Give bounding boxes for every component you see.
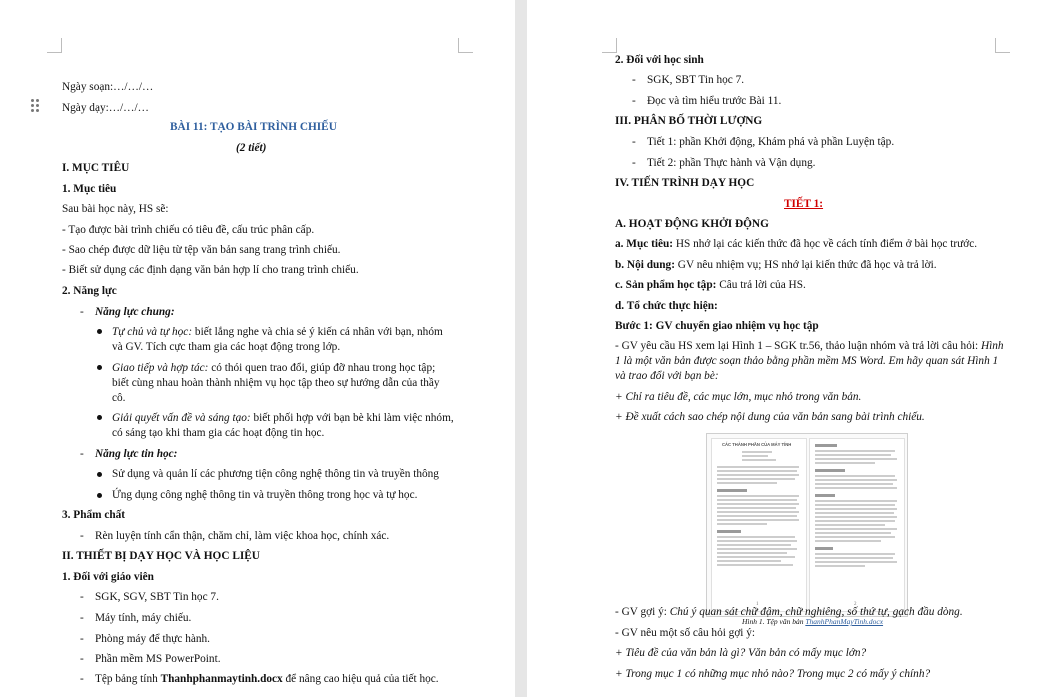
dash-bullet: - [80, 448, 84, 460]
it-competency-title: Năng lực tin học: [95, 448, 178, 460]
goals-intro: Sau bài học này, HS sẽ: [62, 203, 169, 215]
figure-page-2 [809, 438, 905, 612]
content-line: b. Nội dung: GV nêu nhiệm vụ; HS nhớ lại kiến thức đã học và trả lời. [615, 259, 937, 271]
competency-item-cont: có sáng tạo khi tham gia các hoạt động tin học. [112, 427, 325, 439]
heading-objectives: I. MỤC TIÊU [62, 162, 130, 174]
crop-mark [47, 38, 62, 53]
teacher-item: Phòng máy để thực hành. [95, 633, 210, 645]
figure-caption: Hình 1. Tệp văn bản ThanhPhanMayTinh.docx [742, 617, 884, 626]
hint-line: - GV gợi ý: Chú ý quan sát chữ đậm, chữ nghiêng, số thứ tự, gạch đầu dòng. [615, 606, 963, 618]
task-line: - GV yêu cầu HS xem lại Hình 1 – SGK tr.56, thảo luận nhóm và trả lời câu hỏi: Hình [615, 340, 1004, 352]
document-figure [706, 433, 908, 617]
heading-competency: 2. Năng lực [62, 285, 117, 297]
guiding-question: + Trong mục 1 có những mục nhỏ nào? Trong mục 2 có mấy ý chính? [615, 668, 931, 680]
time-item: Tiết 1: phần Khởi động, Khám phá và phần Luyện tập. [647, 136, 895, 148]
heading-qualities: 3. Phẩm chất [62, 509, 126, 521]
question-item: + Chỉ ra tiêu đề, các mục lớn, mục nhỏ trong văn bản. [615, 391, 862, 403]
heading-goals: 1. Mục tiêu [62, 183, 117, 195]
competency-item: Tự chủ và tự học: biết lắng nghe và chia sẻ ý kiến cá nhân với bạn, nhóm [112, 326, 443, 338]
qualities-item: Rèn luyện tính cẩn thận, chăm chỉ, làm việc khoa học, chính xác. [95, 530, 390, 542]
figure-page-1 [711, 438, 807, 612]
lesson-subtitle: (2 tiết) [236, 142, 267, 154]
guiding-questions-intro: - GV nêu một số câu hỏi gợi ý: [615, 627, 756, 639]
bullet-dot [97, 472, 102, 477]
dash-bullet: - [80, 653, 84, 665]
it-competency-item: Ứng dụng công nghệ thông tin và truyền thông trong học và tự học. [112, 489, 418, 501]
dash-bullet: - [80, 306, 84, 318]
crop-mark [458, 38, 473, 53]
bullet-dot [97, 329, 102, 334]
goal-item: - Sao chép được dữ liệu từ tệp văn bản sang trang trình chiếu. [62, 244, 341, 256]
crop-mark [995, 38, 1010, 53]
teacher-item: SGK, SGV, SBT Tin học 7. [95, 591, 219, 603]
heading-students: 2. Đối với học sinh [615, 54, 704, 66]
competency-item-cont: biết cùng nhau hoàn thành nhiệm vụ học tập theo sự hướng dẫn của thầy [112, 377, 440, 389]
period-label: TIẾT 1: [784, 198, 824, 210]
heading-equipment: II. THIẾT BỊ DẠY HỌC VÀ HỌC LIỆU [62, 550, 260, 562]
task-line-cont: và trao đổi với bạn bè: [615, 370, 719, 382]
figure-page-number: 2 [854, 602, 857, 607]
dash-bullet: - [80, 530, 84, 542]
figure-page-number: 1 [756, 602, 759, 607]
goal-item: - Tạo được bài trình chiếu có tiêu đề, cấu trúc phân cấp. [62, 224, 315, 236]
product-line: c. Sản phẩm học tập: Câu trả lời của HS. [615, 279, 806, 291]
dash-bullet: - [632, 136, 636, 148]
heading-process: IV. TIẾN TRÌNH DẠY HỌC [615, 177, 755, 189]
dash-bullet: - [80, 591, 84, 603]
teacher-item: Tệp bảng tính Thanhphanmaytinh.docx để nâng cao hiệu quả của tiết học. [95, 673, 439, 685]
student-item: SGK, SBT Tin học 7. [647, 74, 745, 86]
bullet-dot [97, 415, 102, 420]
dash-bullet: - [632, 95, 636, 107]
step1-heading: Bước 1: GV chuyển giao nhiệm vụ học tập [615, 320, 819, 332]
page-left [0, 0, 515, 697]
general-competency-title: Năng lực chung: [95, 306, 175, 318]
date-taught: Ngày dạy:…/…/… [62, 102, 149, 114]
figure-file-link[interactable]: ThanhPhanMayTinh.docx [805, 617, 884, 626]
heading-activity-a: A. HOẠT ĐỘNG KHỞI ĐỘNG [615, 218, 769, 230]
goal-item: - Biết sử dụng các định dạng văn bản hợp lí cho trang trình chiếu. [62, 264, 359, 276]
task-line-cont: 1 là một văn bản được soạn thảo bằng phần mềm MS Word. Em hãy quan sát Hình 1 [615, 355, 999, 367]
dash-bullet: - [632, 157, 636, 169]
objective-line: a. Mục tiêu: HS nhớ lại các kiến thức đã học về cách tính điểm ở bài học trước. [615, 238, 978, 250]
teacher-item: Phần mềm MS PowerPoint. [95, 653, 221, 665]
heading-teacher: 1. Đối với giáo viên [62, 571, 154, 583]
crop-mark [602, 38, 617, 53]
student-item: Đọc và tìm hiểu trước Bài 11. [647, 95, 782, 107]
question-item: + Đề xuất cách sao chép nội dung của văn bản sang bài trình chiếu. [615, 411, 925, 423]
date-prepared: Ngày soạn:…/…/… [62, 81, 154, 93]
competency-item: Giải quyết vấn đề và sáng tạo: biết phối hợp với bạn bè khi làm việc nhóm, [112, 412, 454, 424]
competency-item-cont: và GV. Tích cực tham gia các hoạt động trong lớp. [112, 341, 341, 353]
figure-title: CÁC THÀNH PHẦN CỦA MÁY TÍNH [722, 442, 792, 447]
drag-handle-icon[interactable] [31, 99, 39, 113]
bullet-dot [97, 365, 102, 370]
time-item: Tiết 2: phần Thực hành và Vận dụng. [647, 157, 816, 169]
competency-item: Giao tiếp và hợp tác: có thói quen trao đổi, giúp đỡ nhau trong học tập; [112, 362, 436, 374]
dash-bullet: - [80, 612, 84, 624]
bullet-dot [97, 493, 102, 498]
teacher-item: Máy tính, máy chiếu. [95, 612, 192, 624]
competency-item-cont: cô. [112, 392, 126, 404]
dash-bullet: - [632, 74, 636, 86]
dash-bullet: - [80, 673, 84, 685]
guiding-question: + Tiêu đề của văn bản là gì? Văn bản có mấy mục lớn? [615, 647, 867, 659]
heading-time: III. PHÂN BỐ THỜI LƯỢNG [615, 115, 763, 127]
it-competency-item: Sử dụng và quản lí các phương tiện công nghệ thông tin và truyền thông [112, 468, 439, 480]
dash-bullet: - [80, 633, 84, 645]
organization-line: d. Tổ chức thực hiện: [615, 300, 718, 312]
lesson-title: BÀI 11: TẠO BÀI TRÌNH CHIẾU [170, 121, 337, 133]
